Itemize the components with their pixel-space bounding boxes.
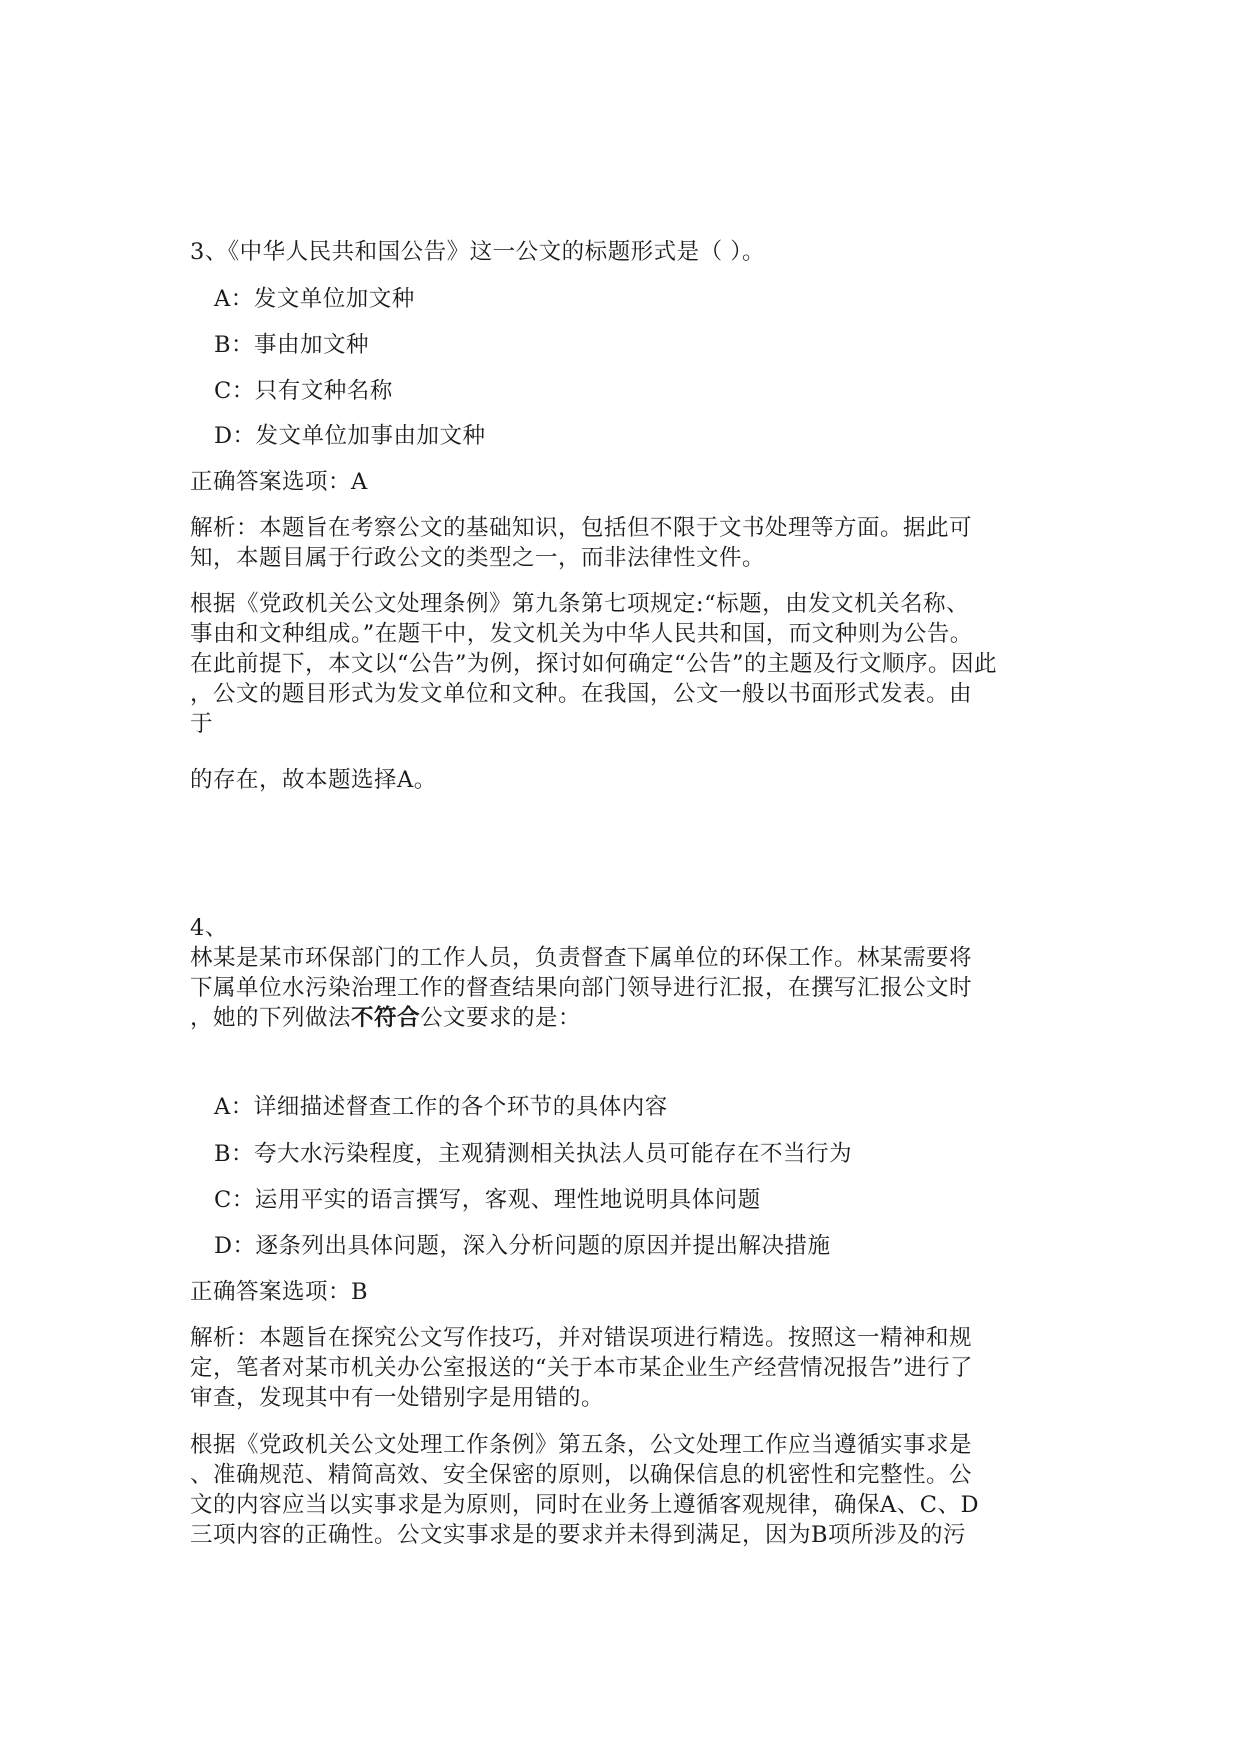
q4-analysis-line: 审查，发现其中有一处错别字是用错的。 — [190, 1385, 605, 1411]
q4-stem-line-last — [190, 1003, 1070, 1033]
q4-analysis-line: 解析：本题旨在探究公文写作技巧，并对错误项进行精选。按照这一精神和规 — [190, 1325, 973, 1351]
q4-option-c: C：运用平实的语言撰写，客观、理性地说明具体问题 — [214, 1187, 761, 1213]
q4-analysis-line: 定，笔者对某市机关办公室报送的“关于本市某企业生产经营情况报告”进行了 — [190, 1355, 974, 1381]
q4-stem-line: 林某是某市环保部门的工作人员，负责督查下属单位的环保工作。林某需要将 — [190, 945, 973, 971]
q3-basis-line: 根据《党政机关公文处理条例》第九条第七项规定:“标题，由发文机关名称、 — [190, 591, 970, 617]
q3-option-a: A：发文单位加文种 — [214, 286, 415, 312]
q4-stem — [190, 943, 1070, 1033]
q3-basis-line: 于 — [190, 711, 214, 737]
q4-number: 4、 — [190, 915, 228, 941]
q4-option-b: B：夸大水污染程度，主观猜测相关执法人员可能存在不当行为 — [214, 1141, 853, 1167]
q3-basis-line: ，公文的题目形式为发文单位和文种。在我国，公文一般以书面形式发表。由 — [190, 681, 973, 707]
q3-analysis-line: 知，本题目属于行政公文的类型之一，而非法律性文件。 — [190, 545, 766, 571]
q3-option-c: C：只有文种名称 — [214, 378, 393, 404]
q3-basis-line: 事由和文种组成。”在题干中，发文机关为中华人民共和国，而文种则为公告。 — [190, 621, 973, 647]
q4-option-d: D：逐条列出具体问题，深入分析问题的原因并提出解决措施 — [214, 1233, 831, 1259]
q4-stem-prefix: ，她的下列做法 — [190, 1005, 352, 1031]
q4-basis-line: 、准确规范、精简高效、安全保密的原则，以确保信息的机密性和完整性。公 — [190, 1462, 973, 1488]
q3-question: 3、《中华人民共和国公告》这一公文的标题形式是（ ）。 — [190, 239, 765, 265]
q3-basis — [190, 589, 1070, 739]
q4-basis — [190, 1430, 1070, 1550]
q3-basis-line: 在此前提下，本文以“公告”为例，探讨如何确定“公告”的主题及行文顺序。因此 — [190, 651, 998, 677]
document-page — [190, 0, 1070, 1754]
q4-stem-line: 下属单位水污染治理工作的督查结果向部门领导进行汇报，在撰写汇报公文时 — [190, 975, 973, 1001]
q4-answer: 正确答案选项：B — [190, 1279, 369, 1305]
q3-option-b: B：事由加文种 — [214, 332, 370, 358]
q4-basis-line: 文的内容应当以实事求是为原则，同时在业务上遵循客观规律，确保A、C、D — [190, 1492, 980, 1518]
q3-option-d: D：发文单位加事由加文种 — [214, 423, 486, 449]
q4-basis-line: 根据《党政机关公文处理工作条例》第五条，公文处理工作应当遵循实事求是 — [190, 1432, 973, 1458]
q4-option-a: A：详细描述督查工作的各个环节的具体内容 — [214, 1094, 668, 1120]
q4-stem-suffix: 公文要求的是： — [420, 1005, 582, 1031]
q3-analysis — [190, 513, 1070, 573]
q4-basis-line: 三项内容的正确性。公文实事求是的要求并未得到满足，因为B项所涉及的污 — [190, 1522, 967, 1548]
q3-tail: 的存在，故本题选择A。 — [190, 767, 437, 793]
q3-answer: 正确答案选项：A — [190, 469, 368, 495]
q3-analysis-line: 解析：本题旨在考察公文的基础知识，包括但不限于文书处理等方面。据此可 — [190, 515, 973, 541]
q4-analysis — [190, 1323, 1070, 1413]
q4-stem-emphasis: 不符合 — [351, 1005, 421, 1031]
